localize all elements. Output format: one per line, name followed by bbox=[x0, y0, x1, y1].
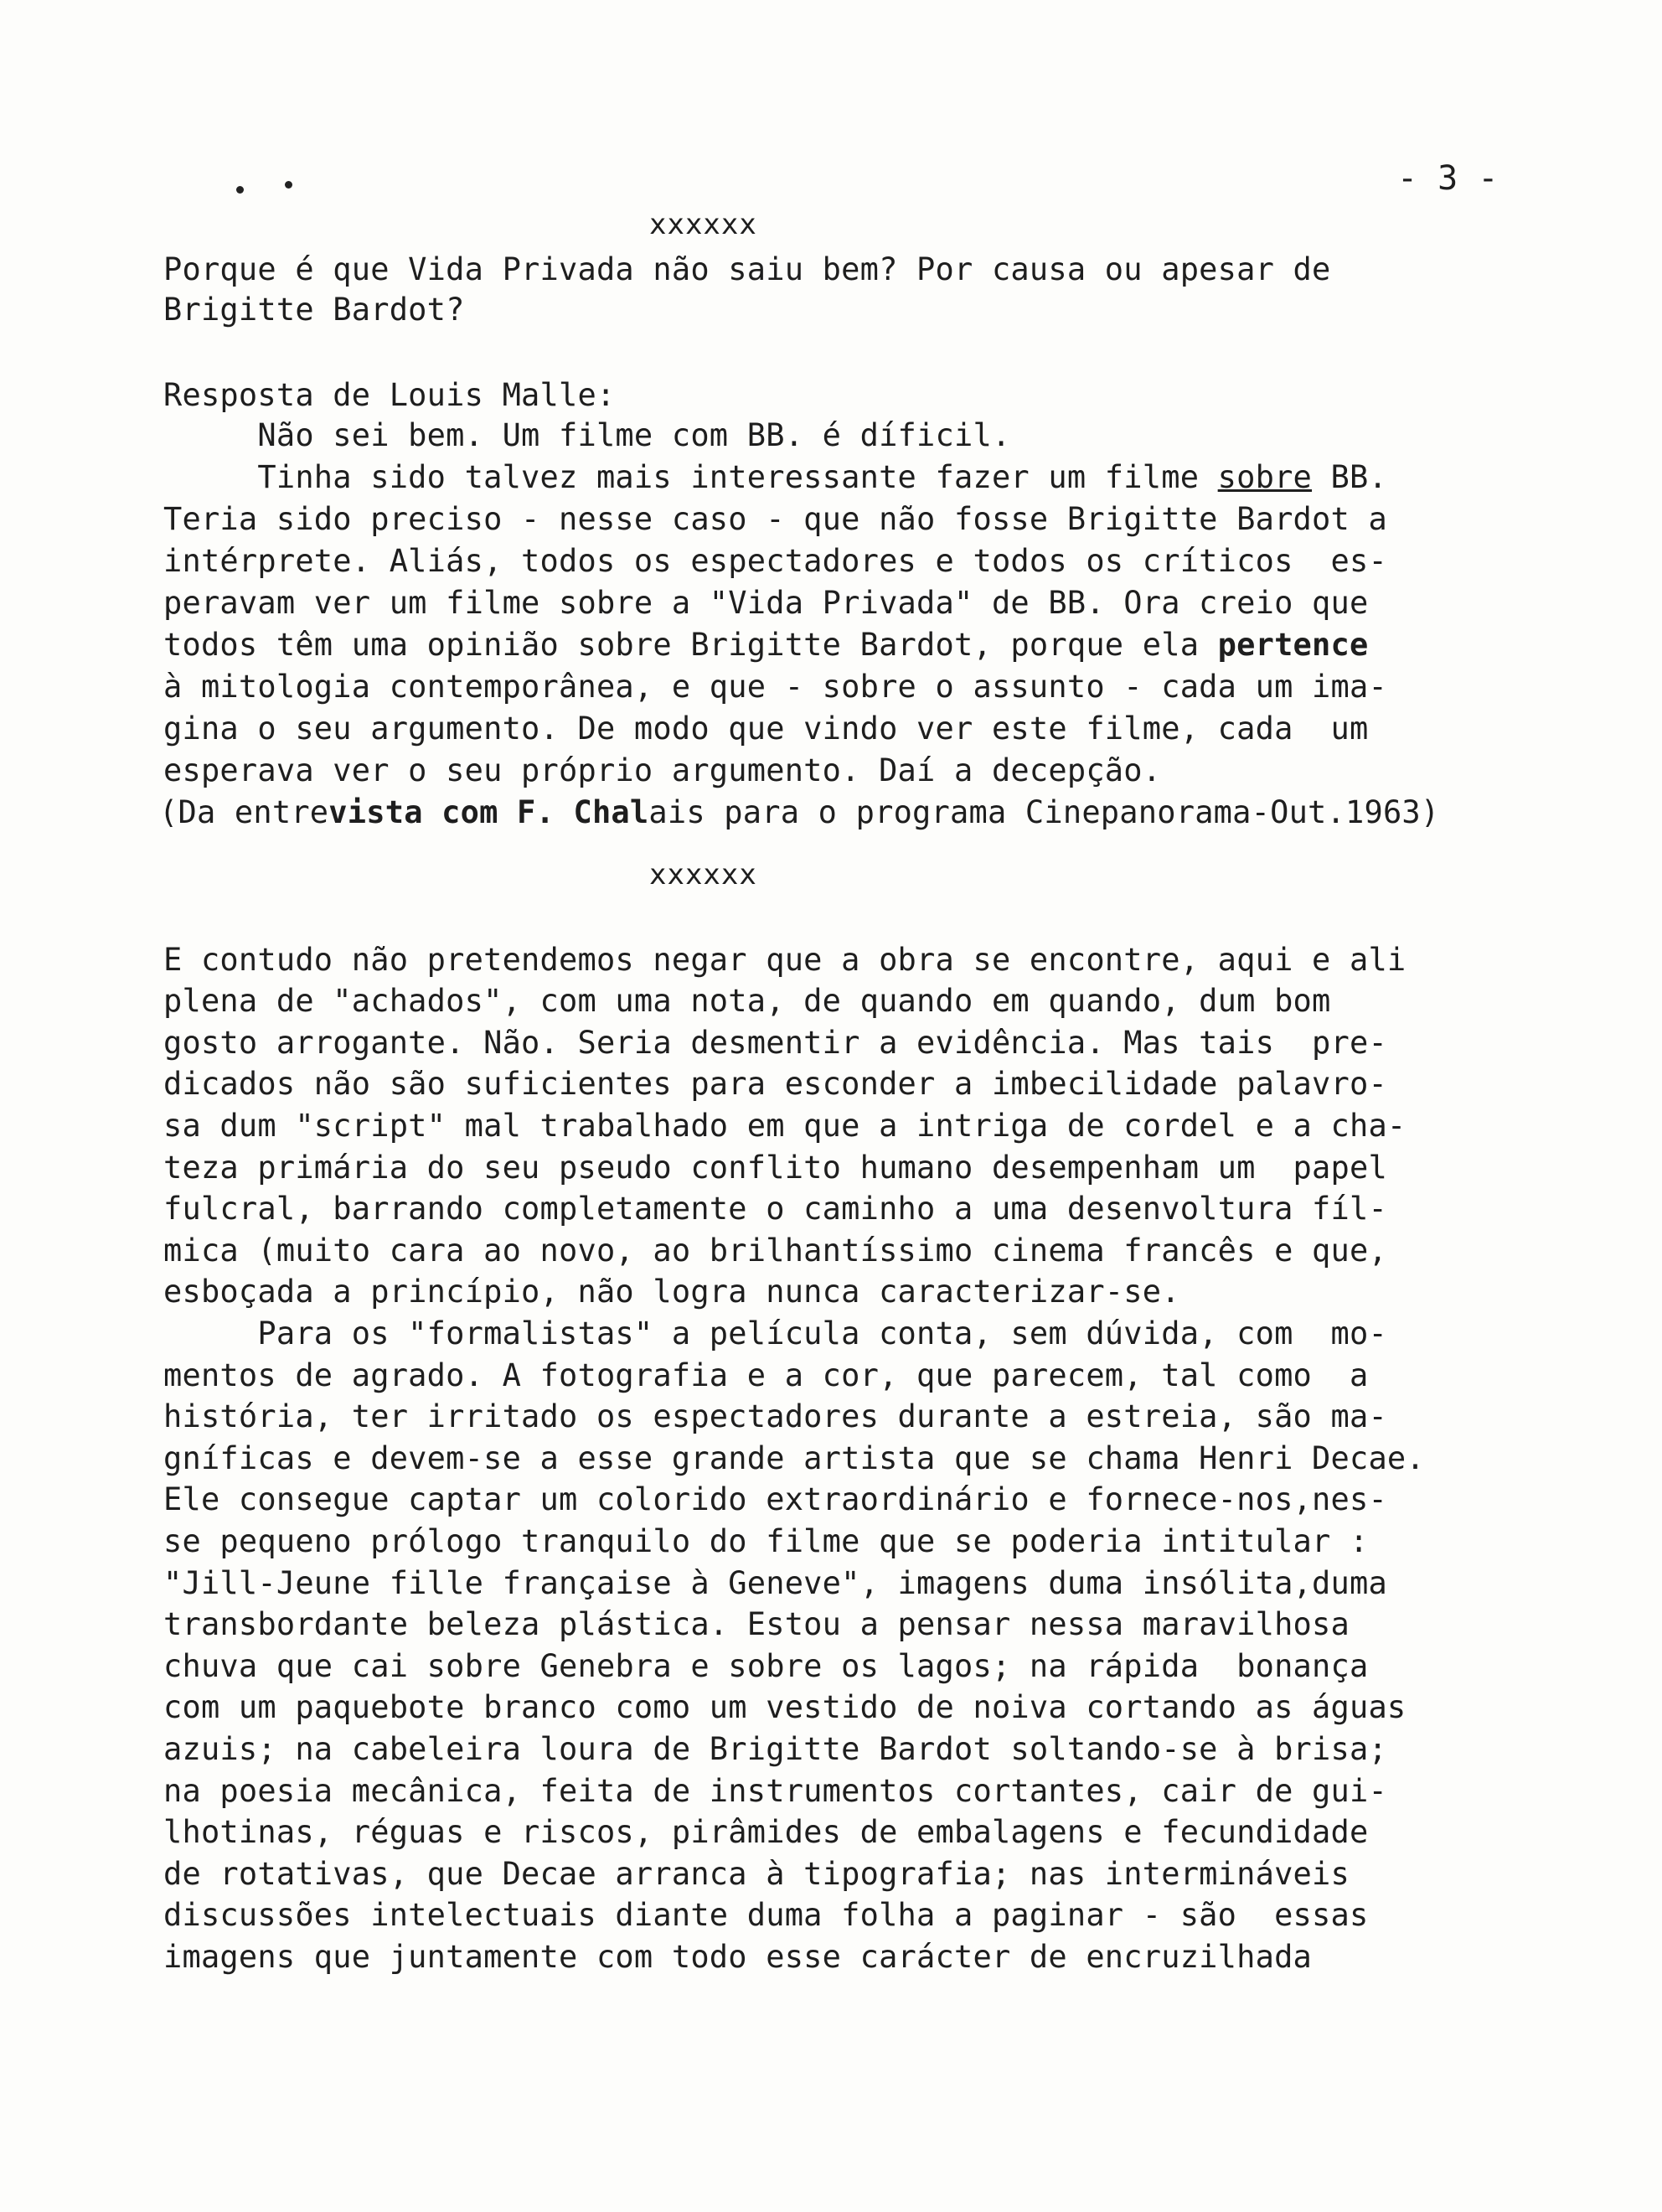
punch-mark bbox=[285, 181, 292, 189]
answer-text: todos têm uma opinião sobre Brigitte Bardot, porque ela bbox=[163, 627, 1218, 663]
body-line: E contudo não pretendemos negar que a obra se encontre, aqui e ali bbox=[163, 942, 1407, 978]
source-citation bbox=[159, 793, 1439, 833]
separator: xxxxxx bbox=[649, 858, 757, 892]
body-line: sa dum "script" mal trabalhado em que a intriga de cordel e a cha- bbox=[163, 1108, 1407, 1144]
body-line: chuva que cai sobre Genebra e sobre os lagos; na rápida bonança bbox=[163, 1648, 1369, 1684]
question-line: Porque é que Vida Privada não saiu bem? Por causa ou apesar de bbox=[163, 251, 1331, 287]
answer-line: intérprete. Aliás, todos os espectadores e todos os críticos es- bbox=[163, 543, 1387, 579]
punch-mark bbox=[236, 186, 244, 194]
body-line: dicados não são suficientes para esconder a imbecilidade palavro- bbox=[163, 1066, 1387, 1102]
body-line: mica (muito cara ao novo, ao brilhantíssimo cinema francês e que, bbox=[163, 1233, 1387, 1269]
answer-text: Tinha sido talvez mais interessante fazer um filme bbox=[163, 459, 1218, 495]
body-line: imagens que juntamente com todo esse carácter de encruzilhada bbox=[163, 1939, 1313, 1975]
body-line: azuis; na cabeleira loura de Brigitte Bardot soltando-se à brisa; bbox=[163, 1731, 1387, 1767]
source-text: (Da entre bbox=[159, 794, 329, 830]
question-line: Brigitte Bardot? bbox=[163, 292, 465, 328]
answer-line bbox=[163, 625, 1368, 665]
body-line: "Jill-Jeune fille française à Geneve", imagens duma insólita,duma bbox=[163, 1565, 1387, 1601]
answer-text: BB. bbox=[1312, 459, 1387, 495]
page-number: - 3 - bbox=[1397, 159, 1499, 198]
underlined-word: sobre bbox=[1217, 459, 1313, 495]
answer-line: gina o seu argumento. De modo que vindo ver este filme, cada um bbox=[163, 711, 1369, 747]
answer-line: esperava ver o seu próprio argumento. Daí a decepção. bbox=[163, 752, 1162, 788]
body-line: discussões intelectuais diante duma folha a paginar - são essas bbox=[163, 1897, 1369, 1933]
body-line: fulcral, barrando completamente o caminho a uma desenvoltura fíl- bbox=[163, 1191, 1387, 1227]
source-bold: vista com F. Chal bbox=[328, 794, 649, 830]
body-line: Para os "formalistas" a película conta, sem dúvida, com mo- bbox=[163, 1315, 1387, 1351]
body-line: lhotinas, réguas e riscos, pirâmides de embalagens e fecundidade bbox=[163, 1814, 1369, 1850]
answer-line: peravam ver um filme sobre a "Vida Privada" de BB. Ora creio que bbox=[163, 585, 1369, 621]
source-text: ais para o programa Cinepanorama-Out.1963) bbox=[648, 794, 1440, 830]
separator: xxxxxx bbox=[649, 208, 757, 241]
answer-line: à mitologia contemporânea, e que - sobre o assunto - cada um ima- bbox=[163, 669, 1387, 705]
body-line: mentos de agrado. A fotografia e a cor, que parecem, tal como a bbox=[163, 1357, 1369, 1393]
body-line: história, ter irritado os espectadores durante a estreia, são ma- bbox=[163, 1398, 1387, 1434]
body-line: esboçada a princípio, não logra nunca caracterizar-se. bbox=[163, 1274, 1180, 1310]
body-line: teza primária do seu pseudo conflito humano desempenham um papel bbox=[163, 1150, 1387, 1186]
body-line: transbordante beleza plástica. Estou a pensar nessa maravilhosa bbox=[163, 1606, 1350, 1642]
body-line: se pequeno prólogo tranquilo do filme que se poderia intitular : bbox=[163, 1523, 1369, 1559]
answer-line: Não sei bem. Um filme com BB. é díficil. bbox=[163, 417, 1011, 453]
answer-heading: Resposta de Louis Malle: bbox=[163, 377, 616, 413]
bold-word: pertence bbox=[1217, 627, 1369, 663]
answer-line: Teria sido preciso - nesse caso - que não fosse Brigitte Bardot a bbox=[163, 501, 1387, 537]
body-line: gosto arrogante. Não. Seria desmentir a evidência. Mas tais pre- bbox=[163, 1025, 1387, 1061]
answer-line bbox=[163, 457, 1387, 498]
body-line: de rotativas, que Decae arranca à tipografia; nas intermináveis bbox=[163, 1856, 1350, 1892]
body-line: na poesia mecânica, feita de instrumentos cortantes, cair de gui- bbox=[163, 1773, 1387, 1809]
body-line: com um paquebote branco como um vestido de noiva cortando as águas bbox=[163, 1689, 1407, 1725]
body-line: Ele consegue captar um colorido extraordinário e fornece-nos,nes- bbox=[163, 1481, 1387, 1517]
body-line: gníficas e devem-se a esse grande artista que se chama Henri Decae. bbox=[163, 1440, 1425, 1476]
body-line: plena de "achados", com uma nota, de quando em quando, dum bom bbox=[163, 983, 1331, 1019]
